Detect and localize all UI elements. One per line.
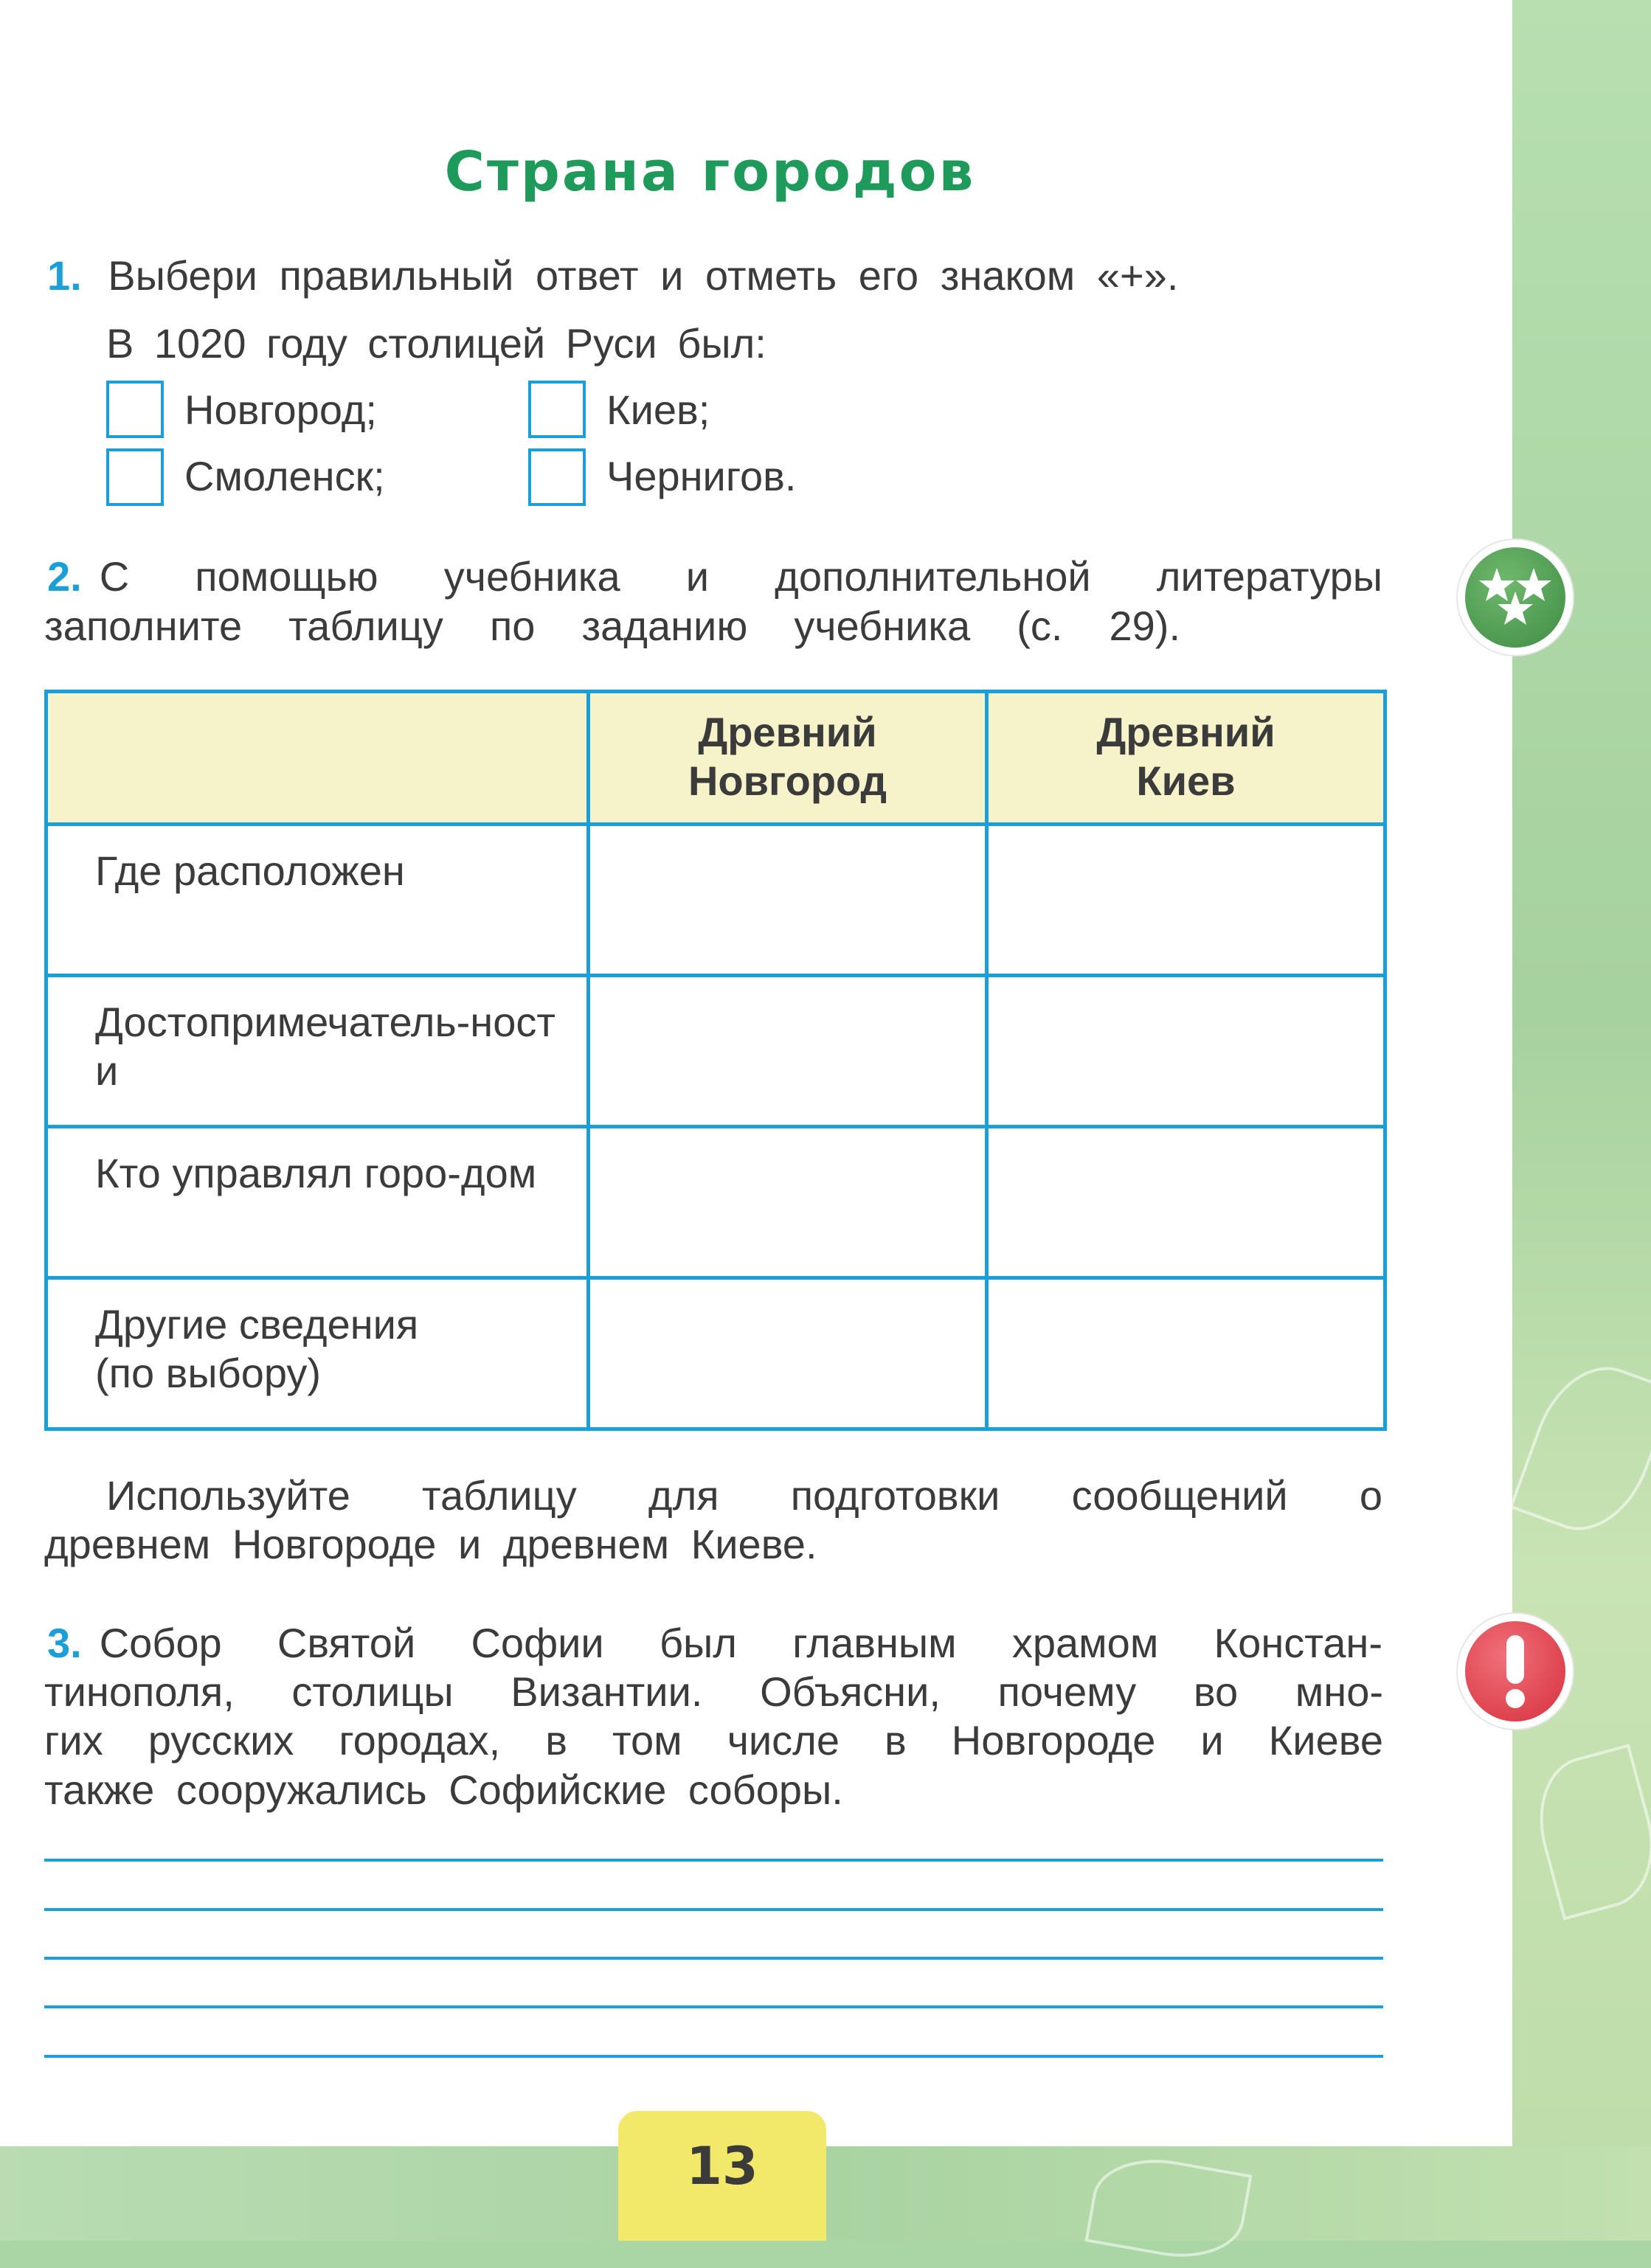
cities-table (44, 690, 1387, 1431)
task3-line1-text: Собор Святой Софии был главным храмом Констан- (99, 1620, 1382, 1666)
answer-line[interactable] (44, 2055, 1383, 2058)
task2-line2: заполните таблицу по заданию учебника (с. 29). (44, 603, 1180, 649)
row-label-other: Другие сведения (по выбору) (46, 1278, 589, 1429)
answer-cell[interactable] (589, 825, 987, 976)
row-label-ruler: Кто управлял горо-дом (46, 1127, 589, 1278)
task2-number: 2. (47, 553, 82, 600)
alert-badge (1458, 1614, 1573, 1729)
page-title: Страна городов (444, 140, 976, 204)
task3-line2: тинополя, столицы Византии. Объясни, почему во мно- (44, 1668, 1383, 1715)
page-number: 13 (618, 2111, 826, 2241)
exclamation-badge-icon (1493, 1631, 1537, 1712)
answer-cell[interactable] (987, 976, 1385, 1127)
task3-number: 3. (47, 1620, 82, 1666)
task2-instruction: С помощью учебника и дополнительной литературы (99, 553, 1382, 600)
option-novgorod: Новгород; (184, 386, 377, 433)
task2-note-line1: Используйте таблицу для подготовки сообщений о (106, 1472, 1382, 1519)
stars-badge-icon (1475, 561, 1556, 634)
answer-cell[interactable] (589, 1127, 987, 1278)
header-novgorod: Древний Новгород (589, 692, 987, 825)
task2-line1 (47, 552, 1382, 602)
row-label-location: Где расположен (46, 825, 589, 976)
answer-line[interactable] (44, 1859, 1383, 1862)
row-label-sights: Достопримечатель-ности (46, 976, 589, 1127)
answer-cell[interactable] (589, 976, 987, 1127)
table-corner-cell (46, 692, 589, 825)
task2-note-line2: древнем Новгороде и древнем Киеве. (44, 1521, 817, 1567)
option-chernigov: Чернигов. (606, 453, 797, 499)
checkbox-kiev[interactable] (528, 381, 586, 438)
task3-line3: гих русских городах, в том числе в Новгороде и Киеве (44, 1717, 1383, 1764)
task1-instruction: Выбери правильный ответ и отметь его знаком «+». (108, 252, 1179, 299)
stars-badge (1458, 540, 1573, 655)
checkbox-novgorod[interactable] (106, 381, 164, 438)
task1-number: 1. (47, 252, 82, 299)
answer-cell[interactable] (987, 1278, 1385, 1429)
task3-line1 (47, 1618, 1382, 1668)
answer-cell[interactable] (987, 1127, 1385, 1278)
answer-cell[interactable] (589, 1278, 987, 1429)
task1-line2: В 1020 году столицей Руси был: (106, 320, 766, 367)
option-smolensk: Смоленск; (184, 453, 385, 499)
answer-cell[interactable] (987, 825, 1385, 976)
checkbox-chernigov[interactable] (528, 448, 586, 506)
answer-line[interactable] (44, 1957, 1383, 1960)
task3-line4: также сооружались Софийские соборы. (44, 1766, 843, 1813)
header-kiev: Древний Киев (987, 692, 1385, 825)
answer-line[interactable] (44, 2005, 1383, 2008)
option-kiev: Киев; (606, 386, 710, 433)
task1-line1 (47, 251, 1382, 301)
answer-line[interactable] (44, 1908, 1383, 1911)
checkbox-smolensk[interactable] (106, 448, 164, 506)
